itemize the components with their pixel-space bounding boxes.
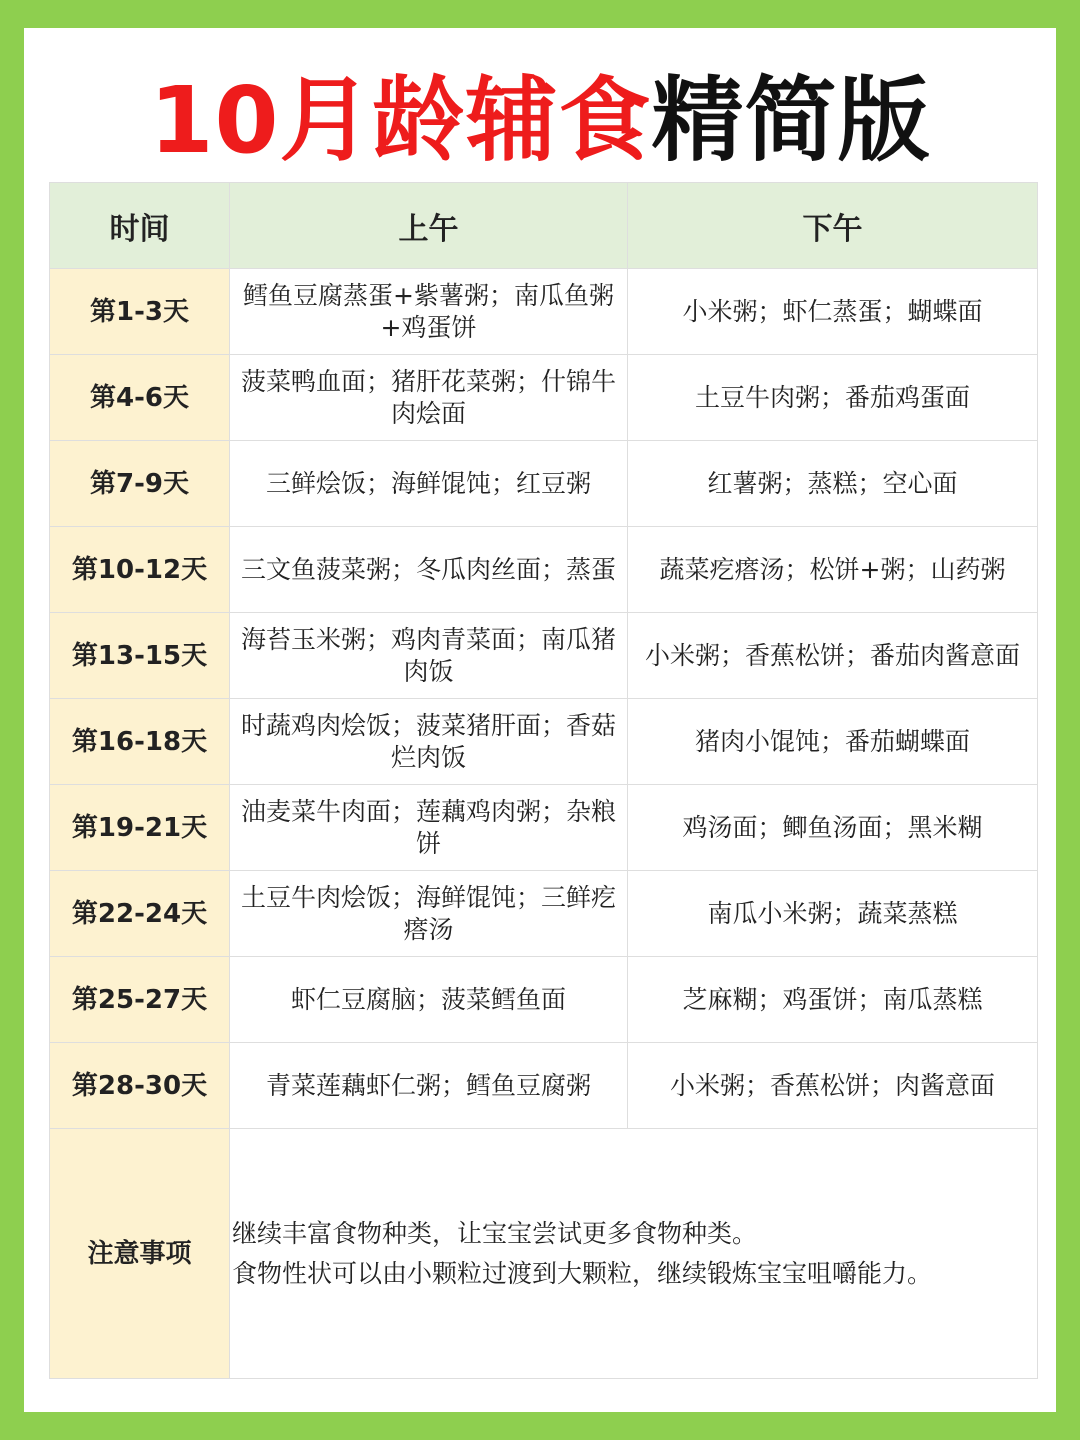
menu-card	[24, 28, 1056, 1412]
morning-cell: 时蔬鸡肉烩饭；菠菜猪肝面；香菇烂肉饭	[230, 699, 628, 785]
afternoon-cell: 小米粥；香蕉松饼；肉酱意面	[628, 1043, 1038, 1129]
morning-cell: 菠菜鸭血面；猪肝花菜粥；什锦牛肉烩面	[230, 355, 628, 441]
header-afternoon: 下午	[628, 183, 1038, 269]
notes-line: 继续丰富食物种类，让宝宝尝试更多食物种类。	[232, 1218, 758, 1248]
table-row	[50, 441, 1038, 527]
day-cell: 第16-18天	[50, 699, 230, 785]
notes-line: 食物性状可以由小颗粒过渡到大颗粒，继续锻炼宝宝咀嚼能力。	[232, 1258, 933, 1288]
day-cell: 第10-12天	[50, 527, 230, 613]
notes-content	[230, 1129, 1038, 1379]
morning-cell: 虾仁豆腐脑；菠菜鳕鱼面	[230, 957, 628, 1043]
day-cell: 第7-9天	[50, 441, 230, 527]
afternoon-cell: 小米粥；虾仁蒸蛋；蝴蝶面	[628, 269, 1038, 355]
table-row	[50, 355, 1038, 441]
title-red-part: 10月龄辅食	[149, 67, 652, 174]
table-body	[50, 269, 1038, 1379]
afternoon-cell: 土豆牛肉粥；番茄鸡蛋面	[628, 355, 1038, 441]
table-row	[50, 613, 1038, 699]
meal-plan-table	[49, 182, 1038, 1379]
morning-cell: 土豆牛肉烩饭；海鲜馄饨；三鲜疙瘩汤	[230, 871, 628, 957]
day-cell: 第25-27天	[50, 957, 230, 1043]
day-cell: 第1-3天	[50, 269, 230, 355]
afternoon-cell: 小米粥；香蕉松饼；番茄肉酱意面	[628, 613, 1038, 699]
afternoon-cell: 芝麻糊；鸡蛋饼；南瓜蒸糕	[628, 957, 1038, 1043]
day-cell: 第13-15天	[50, 613, 230, 699]
notes-label: 注意事项	[50, 1129, 230, 1379]
morning-cell: 三文鱼菠菜粥；冬瓜肉丝面；蒸蛋	[230, 527, 628, 613]
table-row	[50, 785, 1038, 871]
table-row	[50, 1043, 1038, 1129]
day-cell: 第19-21天	[50, 785, 230, 871]
page-title	[24, 66, 1056, 176]
afternoon-cell: 蔬菜疙瘩汤；松饼+粥；山药粥	[628, 527, 1038, 613]
notes-row	[50, 1129, 1038, 1379]
header-morning: 上午	[230, 183, 628, 269]
table-row	[50, 269, 1038, 355]
table-row	[50, 699, 1038, 785]
day-cell: 第28-30天	[50, 1043, 230, 1129]
afternoon-cell: 猪肉小馄饨；番茄蝴蝶面	[628, 699, 1038, 785]
afternoon-cell: 红薯粥；蒸糕；空心面	[628, 441, 1038, 527]
day-cell: 第22-24天	[50, 871, 230, 957]
morning-cell: 三鲜烩饭；海鲜馄饨；红豆粥	[230, 441, 628, 527]
morning-cell: 油麦菜牛肉面；莲藕鸡肉粥；杂粮饼	[230, 785, 628, 871]
afternoon-cell: 南瓜小米粥；蔬菜蒸糕	[628, 871, 1038, 957]
table-header-row	[50, 183, 1038, 269]
table-row	[50, 957, 1038, 1043]
title-black-part: 精简版	[651, 67, 931, 174]
morning-cell: 海苔玉米粥；鸡肉青菜面；南瓜猪肉饭	[230, 613, 628, 699]
table-row	[50, 871, 1038, 957]
afternoon-cell: 鸡汤面；鲫鱼汤面；黑米糊	[628, 785, 1038, 871]
morning-cell: 青菜莲藕虾仁粥；鳕鱼豆腐粥	[230, 1043, 628, 1129]
day-cell: 第4-6天	[50, 355, 230, 441]
table-row	[50, 527, 1038, 613]
morning-cell: 鳕鱼豆腐蒸蛋+紫薯粥；南瓜鱼粥+鸡蛋饼	[230, 269, 628, 355]
header-time: 时间	[50, 183, 230, 269]
